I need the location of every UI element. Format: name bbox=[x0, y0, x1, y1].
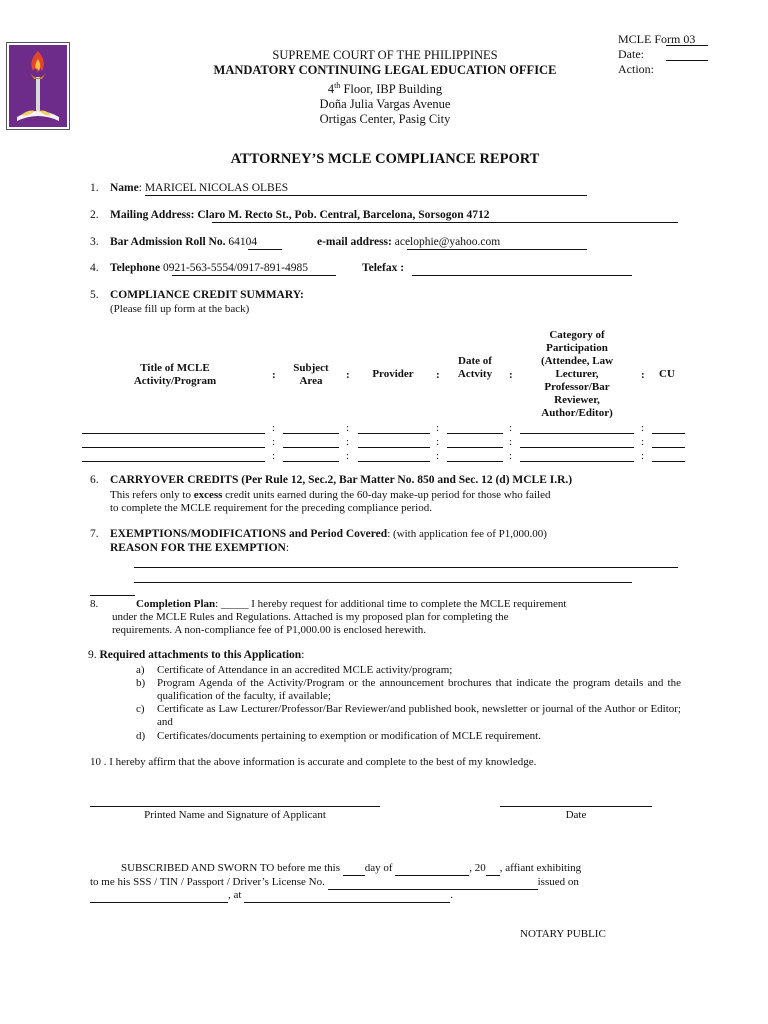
section-6-heading bbox=[90, 474, 572, 486]
row-separator: : bbox=[436, 450, 440, 462]
attachment-label: c) bbox=[136, 703, 145, 715]
page-title: ATTORNEY’S MCLE COMPLIANCE REPORT bbox=[230, 151, 540, 167]
issue-date-blank[interactable] bbox=[90, 889, 228, 903]
supreme-court-logo bbox=[6, 42, 70, 130]
title-blank[interactable] bbox=[82, 447, 265, 448]
row-separator: : bbox=[346, 422, 350, 434]
applicant-signature-label: Printed Name and Signature of Applicant bbox=[144, 809, 326, 821]
attachment-item bbox=[136, 730, 681, 743]
exemption-reason-line[interactable] bbox=[134, 567, 678, 568]
attachment-label: d) bbox=[136, 730, 146, 742]
item-number: 2. bbox=[90, 209, 99, 221]
section-6-text-emphasis: excess bbox=[193, 489, 223, 501]
section-7-title: EXEMPTIONS/MODIFICATIONS and Period Covered bbox=[110, 528, 388, 540]
date-blank[interactable] bbox=[666, 45, 708, 46]
category-blank[interactable] bbox=[520, 433, 634, 434]
item-number: 10 . bbox=[90, 756, 107, 768]
provider-blank[interactable] bbox=[358, 447, 430, 448]
category-blank[interactable] bbox=[520, 461, 634, 462]
oath-text: issued on bbox=[537, 876, 579, 888]
telephone-value[interactable]: 0921-563-5554/0917-891-4985 bbox=[162, 262, 308, 274]
header-separator: : bbox=[272, 369, 276, 381]
subject-blank[interactable] bbox=[283, 433, 339, 434]
address-underline bbox=[212, 222, 678, 223]
telephone-field bbox=[90, 262, 308, 274]
section-8-request: : _____ I hereby request for additional time to complete the MCLE requirement bbox=[215, 598, 567, 610]
section-6-text-line2: to complete the MCLE requirement for the preceding compliance period. bbox=[110, 502, 432, 514]
category-blank[interactable] bbox=[520, 447, 634, 448]
row-separator: : bbox=[272, 450, 276, 462]
header-separator: : bbox=[509, 369, 513, 381]
attachment-text: Program Agenda of the Activity/Program or the announcement brochures that indicate the program details and the qualification of the faculty, if available; bbox=[157, 677, 681, 702]
section-6-text bbox=[110, 489, 550, 502]
attachment-text: Certificates/documents pertaining to exemption or modification of MCLE requirement. bbox=[157, 730, 541, 742]
notary-line-2 bbox=[90, 876, 579, 890]
address-line-street: Doña Julia Vargas Avenue bbox=[319, 97, 451, 112]
section-7-heading bbox=[90, 528, 547, 541]
year-blank[interactable] bbox=[486, 862, 500, 876]
exemption-reason-line[interactable] bbox=[134, 582, 632, 583]
col-cu-header: CU bbox=[659, 368, 675, 380]
section-9-heading bbox=[88, 649, 304, 661]
section-7-fee: : (with application fee of P1,000.00) bbox=[387, 528, 547, 540]
floor-number: 4 bbox=[327, 82, 335, 97]
title-blank[interactable] bbox=[82, 461, 265, 462]
row-separator: : bbox=[272, 422, 276, 434]
name-field bbox=[90, 182, 288, 194]
section-8-line1 bbox=[136, 598, 566, 611]
signature-date-line[interactable] bbox=[500, 806, 652, 807]
torch-emblem-icon bbox=[7, 43, 69, 129]
exemption-reason-colon: : bbox=[285, 542, 290, 554]
section-6-title: CARRYOVER CREDITS (Per Rule 12, Sec.2, Bar Matter No. 850 and Sec. 12 (d) MCLE I.R.) bbox=[110, 474, 573, 486]
roll-label: Bar Admission Roll No. bbox=[110, 236, 226, 248]
subject-blank[interactable] bbox=[283, 461, 339, 462]
section-5-heading bbox=[90, 289, 304, 301]
applicant-signature-line[interactable] bbox=[90, 806, 380, 807]
telephone-underline bbox=[172, 275, 336, 276]
section-9-title: Required attachments to this Application bbox=[99, 649, 302, 661]
row-separator: : bbox=[436, 436, 440, 448]
col-category-header: Category of Participation (Attendee, Law Lecturer, Professor/Bar Reviewer, Author/Editor) bbox=[540, 329, 614, 419]
action-blank[interactable] bbox=[666, 60, 708, 61]
oath-text: , 20 bbox=[469, 862, 486, 874]
row-separator: : bbox=[509, 450, 513, 462]
section-8-line3: requirements. A non-compliance fee of P1,000.00 is enclosed herewith. bbox=[112, 624, 427, 636]
attachment-text: Certificate of Attendance in an accredited MCLE activity/program; bbox=[157, 664, 453, 676]
section-9-colon: : bbox=[301, 649, 305, 661]
date-label: Date: bbox=[618, 47, 644, 61]
row-separator: : bbox=[346, 436, 350, 448]
row-separator: : bbox=[509, 436, 513, 448]
col-date-header: Date of Actvity bbox=[457, 355, 493, 380]
row-separator: : bbox=[641, 450, 645, 462]
header-separator: : bbox=[641, 369, 645, 381]
address-line-city: Ortigas Center, Pasig City bbox=[319, 112, 451, 127]
title-blank[interactable] bbox=[82, 433, 265, 434]
oath-text: SUBSCRIBED AND SWORN TO before me this bbox=[121, 862, 343, 874]
telefax-field bbox=[362, 262, 404, 274]
floor-suffix: th bbox=[334, 81, 341, 90]
roll-number-field bbox=[90, 236, 257, 248]
section-8-line2: under the MCLE Rules and Regulations. Attached is my proposed plan for completing the bbox=[112, 611, 509, 623]
item-number: 7. bbox=[90, 528, 99, 540]
subject-blank[interactable] bbox=[283, 447, 339, 448]
building-name: Floor, IBP Building bbox=[340, 82, 443, 97]
address-field bbox=[90, 209, 490, 221]
item-number: 5. bbox=[90, 289, 99, 301]
office-name: MANDATORY CONTINUING LEGAL EDUCATION OFFICE bbox=[213, 63, 557, 77]
address-label: Mailing Address: bbox=[110, 209, 195, 221]
section-8-title: Completion Plan bbox=[136, 598, 216, 610]
completion-check-blank[interactable] bbox=[90, 595, 135, 596]
name-value[interactable]: : MARICEL NICOLAS OLBES bbox=[138, 182, 289, 194]
section-6-text-start: This refers only to bbox=[110, 489, 194, 501]
form-reference-box bbox=[618, 32, 695, 77]
attachment-text: Certificate as Law Lecturer/Professor/Bar Reviewer/and published book, newsletter or journal of the Author or Editor; and bbox=[157, 703, 681, 728]
section-10-affirmation bbox=[90, 756, 536, 769]
row-separator: : bbox=[641, 422, 645, 434]
section-5-note: (Please fill up form at the back) bbox=[110, 303, 250, 315]
court-name: SUPREME COURT OF THE PHILIPPINES bbox=[272, 48, 498, 62]
affirmation-text: I hereby affirm that the above information is accurate and complete to the best of my knowledge. bbox=[109, 756, 537, 768]
row-separator: : bbox=[346, 450, 350, 462]
exemption-reason-label: REASON FOR THE EXEMPTION bbox=[110, 542, 286, 554]
cu-blank[interactable] bbox=[652, 447, 685, 448]
month-blank[interactable] bbox=[395, 862, 469, 876]
roll-value[interactable]: 64104 bbox=[228, 236, 258, 248]
row-separator: : bbox=[436, 422, 440, 434]
attachment-label: b) bbox=[136, 677, 146, 689]
header-separator: : bbox=[436, 369, 440, 381]
signature-date-label: Date bbox=[565, 809, 587, 821]
item-number: 6. bbox=[90, 474, 99, 486]
email-value[interactable]: acelophie@yahoo.com bbox=[394, 236, 501, 248]
item-number: 1. bbox=[90, 182, 99, 194]
name-label: Name bbox=[110, 182, 139, 194]
date-blank[interactable] bbox=[447, 433, 503, 434]
item-number: 9. bbox=[88, 649, 97, 661]
notary-public-label: NOTARY PUBLIC bbox=[520, 928, 606, 940]
action-label: Action: bbox=[618, 62, 654, 76]
item-number: 3. bbox=[90, 236, 99, 248]
attachment-item bbox=[136, 703, 681, 729]
row-separator: : bbox=[509, 422, 513, 434]
item-number: 4. bbox=[90, 262, 99, 274]
date-blank[interactable] bbox=[447, 447, 503, 448]
section-5-title: COMPLIANCE CREDIT SUMMARY: bbox=[110, 289, 304, 301]
row-separator: : bbox=[641, 436, 645, 448]
oath-text: day of bbox=[364, 862, 396, 874]
cu-blank[interactable] bbox=[652, 433, 685, 434]
attachment-item bbox=[136, 664, 681, 677]
id-number-blank[interactable] bbox=[328, 876, 538, 890]
attachment-label: a) bbox=[136, 664, 145, 676]
cu-blank[interactable] bbox=[652, 461, 685, 462]
oath-text: , affiant exhibiting bbox=[499, 862, 582, 874]
telefax-label: Telefax : bbox=[362, 262, 405, 274]
section-8-number: 8. bbox=[90, 598, 99, 610]
oath-text: to me his SSS / TIN / Passport / Driver’s License No. bbox=[90, 876, 328, 888]
row-separator: : bbox=[272, 436, 276, 448]
oath-text: . bbox=[450, 889, 453, 901]
col-title-header: Title of MCLE Activity/Program bbox=[133, 362, 217, 387]
provider-blank[interactable] bbox=[358, 461, 430, 462]
notary-line-1 bbox=[121, 862, 581, 876]
email-underline bbox=[407, 249, 587, 250]
roll-underline bbox=[248, 249, 282, 250]
col-provider-header: Provider bbox=[372, 368, 414, 380]
action-field-row bbox=[618, 62, 695, 77]
email-label: e-mail address: bbox=[317, 236, 392, 248]
provider-blank[interactable] bbox=[358, 433, 430, 434]
email-field bbox=[317, 236, 500, 248]
telefax-underline[interactable] bbox=[412, 275, 632, 276]
issue-place-blank[interactable] bbox=[244, 889, 450, 903]
header-separator: : bbox=[346, 369, 350, 381]
form-number: MCLE Form 03 bbox=[618, 32, 696, 46]
date-blank[interactable] bbox=[447, 461, 503, 462]
notary-line-3 bbox=[90, 889, 453, 903]
day-blank[interactable] bbox=[343, 862, 365, 876]
attachment-item bbox=[136, 677, 681, 703]
telephone-label: Telephone bbox=[110, 262, 161, 274]
name-underline bbox=[145, 195, 587, 196]
exemption-reason-field bbox=[110, 542, 289, 554]
address-value[interactable]: Claro M. Recto St., Pob. Central, Barcelona, Sorsogon 4712 bbox=[197, 209, 490, 221]
section-6-text-end: credit units earned during the 60-day make-up period for those who failed bbox=[222, 489, 551, 501]
col-subject-header: Subject Area bbox=[293, 362, 329, 387]
letterhead bbox=[150, 48, 620, 127]
oath-text: , at bbox=[228, 889, 245, 901]
address-line-floor bbox=[150, 78, 620, 97]
